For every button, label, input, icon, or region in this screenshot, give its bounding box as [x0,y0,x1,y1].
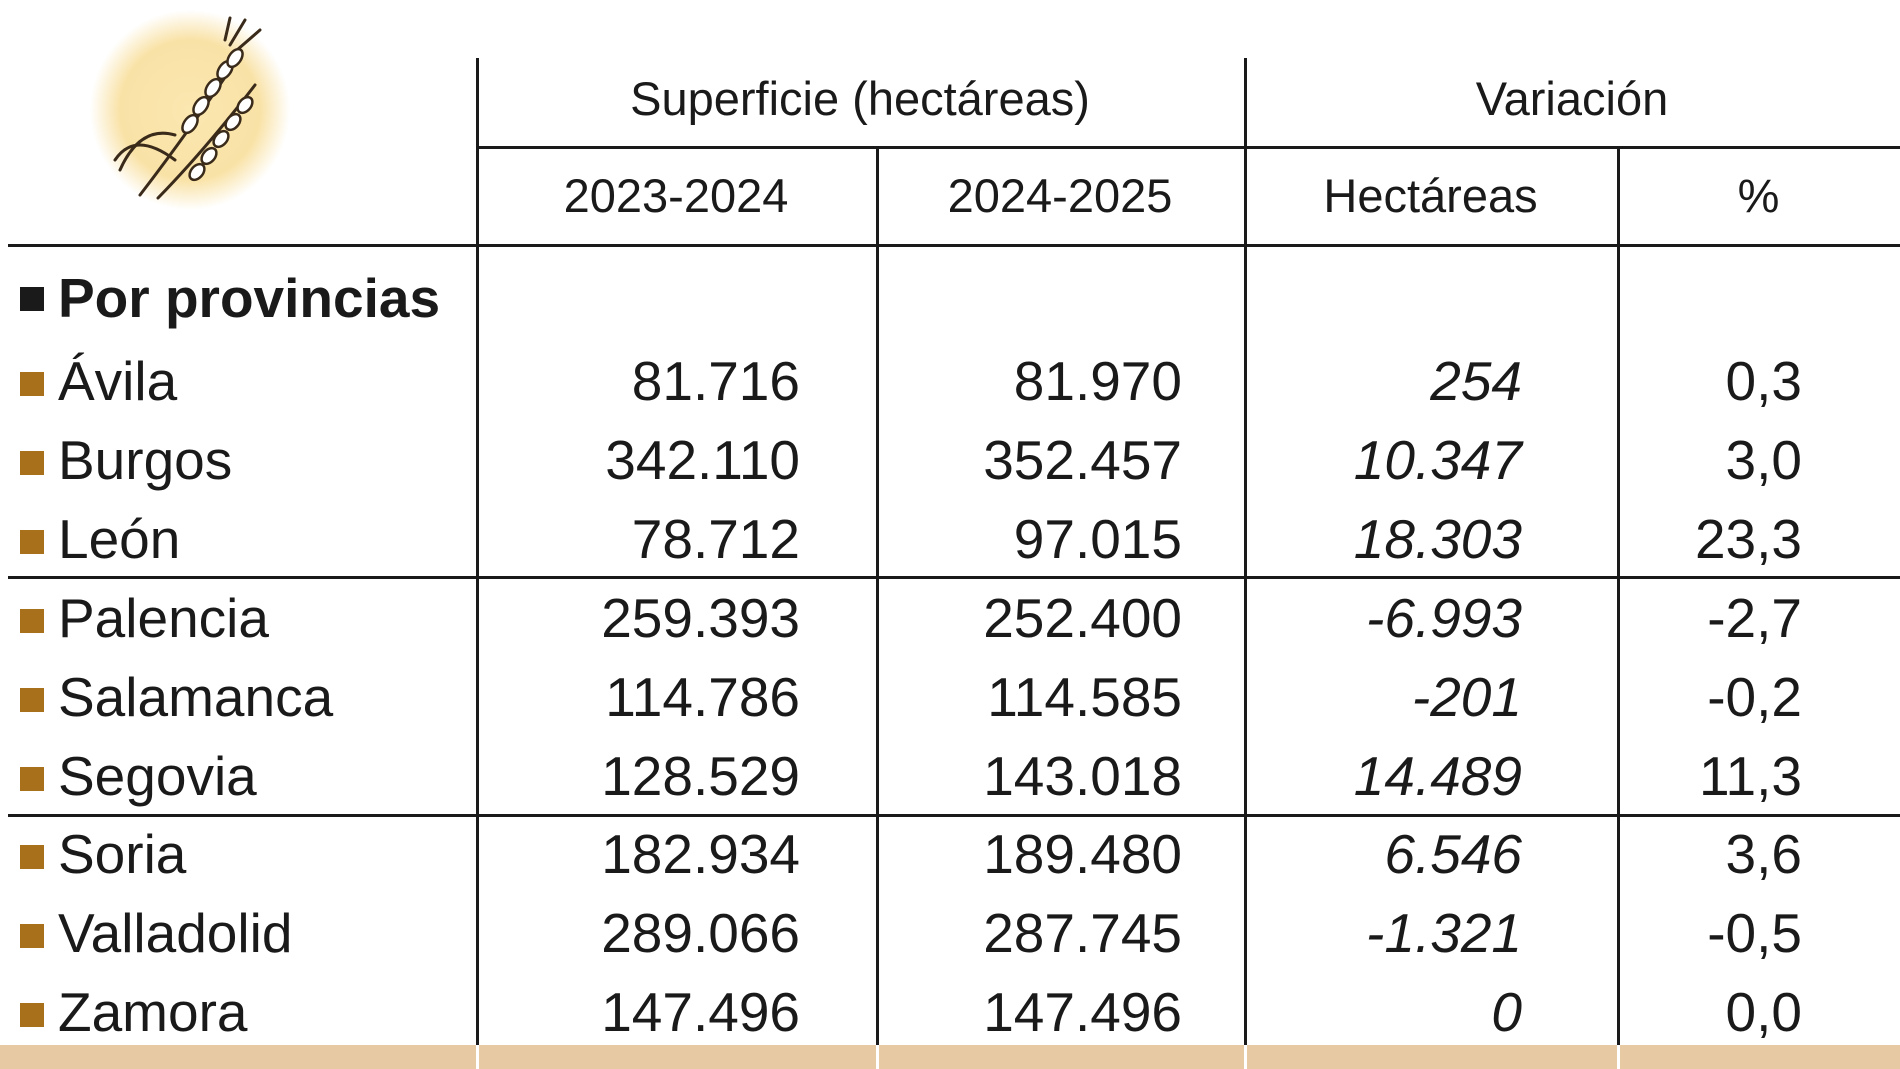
header-subline [476,146,1900,149]
cell-2024-2025: 189.480 [983,823,1182,885]
row-province-name: Palencia [58,587,269,649]
body-divider-pct [1617,244,1620,1069]
cell-2024-2025: 252.400 [983,587,1182,649]
header-variacion: Variación [1475,72,1669,125]
cell-2024-2025: 352.457 [983,429,1182,491]
row-marker [20,924,44,948]
group-separator [8,576,1900,579]
cell-2024-2025: 114.585 [987,666,1182,728]
row-province-name: León [58,508,181,570]
cell-variacion-percent: 3,6 [1725,823,1802,885]
body-divider-variacion [1244,244,1247,1069]
cell-2023-2024: 147.496 [601,981,800,1043]
cell-variacion-hectareas: 6.546 [1384,823,1522,885]
footer-separator [1617,1045,1620,1069]
row-province-name: Segovia [58,745,257,807]
row-province-name: Salamanca [58,666,334,728]
cell-2023-2024: 342.110 [605,429,800,491]
header-2023-2024: 2023-2024 [563,169,789,222]
row-province-name: Zamora [58,981,248,1043]
cell-2023-2024: 78.712 [631,508,800,570]
cell-variacion-percent: -0,2 [1707,666,1802,728]
header-percent: % [1737,169,1780,222]
cell-variacion-hectareas: -1.321 [1366,902,1522,964]
cell-variacion-percent: -2,7 [1707,587,1802,649]
cell-variacion-percent: 11,3 [1699,745,1802,807]
wheat-icon [80,10,300,210]
body-divider-2024 [876,244,879,1069]
row-marker [20,451,44,475]
cell-2024-2025: 81.970 [1013,350,1182,412]
cell-2023-2024: 259.393 [601,587,800,649]
header-superficie: Superficie (hectáreas) [630,72,1090,125]
row-marker [20,530,44,554]
row-marker [20,688,44,712]
cell-variacion-percent: 0,3 [1725,350,1802,412]
row-marker [20,1003,44,1027]
group-separator [8,814,1900,817]
row-marker [20,609,44,633]
row-province-name: Ávila [58,350,178,412]
cell-2023-2024: 289.066 [601,902,800,964]
cell-2023-2024: 114.786 [605,666,800,728]
cell-variacion-hectareas: 14.489 [1353,745,1522,807]
footer-separator [876,1045,879,1069]
cell-variacion-hectareas: -201 [1411,666,1522,728]
footer-separator [1244,1045,1247,1069]
cell-2024-2025: 97.015 [1013,508,1182,570]
cell-variacion-hectareas: 18.303 [1353,508,1522,570]
row-marker [20,767,44,791]
cell-2023-2024: 128.529 [601,745,800,807]
row-province-name: Soria [58,823,187,885]
cell-variacion-percent: 3,0 [1725,429,1802,491]
cell-variacion-hectareas: 254 [1430,350,1522,412]
cell-variacion-hectareas: -6.993 [1366,587,1522,649]
footer-separator [476,1045,479,1069]
cell-variacion-percent: -0,5 [1707,902,1802,964]
cell-variacion-percent: 0,0 [1725,981,1802,1043]
row-province-name: Burgos [58,429,233,491]
section-marker [20,287,44,311]
cell-variacion-hectareas: 10.347 [1353,429,1522,491]
body-divider-left [476,244,479,1069]
cell-2024-2025: 287.745 [983,902,1182,964]
cell-2024-2025: 143.018 [983,745,1182,807]
cell-2023-2024: 182.934 [601,823,800,885]
footer-band [0,1045,1900,1069]
header-2024-2025: 2024-2025 [947,169,1173,222]
row-marker [20,845,44,869]
section-title: Por provincias [58,267,441,329]
cell-2024-2025: 147.496 [983,981,1182,1043]
row-marker [20,372,44,396]
cell-variacion-hectareas: 0 [1491,981,1522,1043]
cell-2023-2024: 81.716 [631,350,800,412]
cell-variacion-percent: 23,3 [1694,508,1802,570]
header-hectareas: Hectáreas [1323,169,1538,222]
row-province-name: Valladolid [58,902,293,964]
